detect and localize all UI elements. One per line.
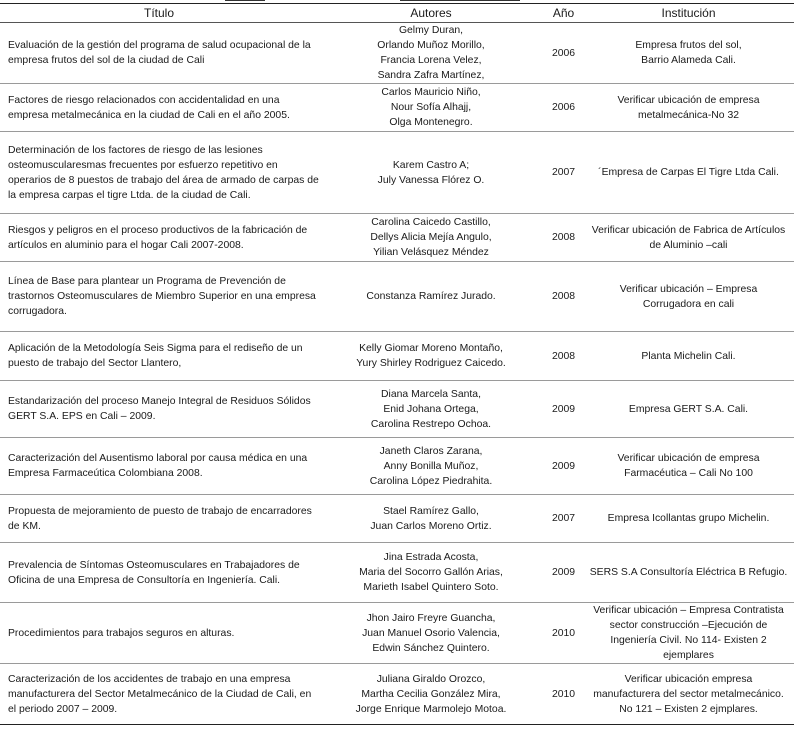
cell-institution-line: de Aluminio –cali — [649, 239, 728, 251]
cell-year-line: 2009 — [551, 460, 576, 472]
cell-authors-line: Carolina López Piedrahita. — [369, 475, 493, 487]
cell-institution-line: Verificar ubicación – Empresa Contratista — [593, 605, 784, 616]
cell-year — [544, 23, 583, 84]
cell-institution-line: Corrugadora en cali — [642, 298, 735, 310]
cell-year — [544, 543, 583, 603]
cell-institution-line: Verificar ubicación de Fabrica de Artículos — [591, 224, 786, 236]
cell-authors-line: Jhon Jairo Freyre Guancha, — [366, 612, 496, 624]
cell-title-line: Línea de Base para plantear un Programa de Prevención de — [8, 276, 286, 287]
cell-authors — [318, 132, 544, 214]
cell-authors — [318, 381, 544, 438]
table-row — [0, 23, 794, 84]
cell-title-line: Aplicación de la Metodología Seis Sigma para el rediseño de un — [8, 343, 303, 354]
cell-title-line: de KM. — [8, 520, 41, 532]
cell-institution — [583, 132, 794, 214]
cell-institution-line: ´Empresa de Carpas El Tigre Ltda Cali. — [598, 167, 779, 178]
cell-title — [0, 495, 318, 543]
cell-authors-line: Karem Castro A; — [392, 159, 470, 171]
cell-authors-line: Carolina Restrepo Ochoa. — [370, 418, 492, 430]
cell-institution — [583, 495, 794, 543]
cell-year-line: 2008 — [551, 291, 576, 302]
cell-year-line: 2007 — [551, 167, 576, 178]
cell-authors-line: Maria del Socorro Gallón Arias, — [359, 567, 503, 578]
cell-title-line: Oficina de una Empresa de Consultoría en Ingeniería. Cali. — [8, 574, 281, 586]
cell-year-line: 2006 — [551, 47, 576, 59]
cell-year-line: 2010 — [551, 688, 576, 700]
cell-institution — [583, 603, 794, 664]
cell-year-line: 2010 — [551, 627, 576, 639]
cell-institution-line: Verificar ubicación – Empresa — [619, 283, 758, 295]
cell-title-line: operarios de 8 puestos de trabajo del área de armado de carpas de — [8, 174, 319, 186]
cell-institution — [583, 84, 794, 132]
thesis-table — [0, 3, 794, 725]
header-title: Título — [0, 4, 318, 23]
cell-title — [0, 214, 318, 262]
cell-year — [544, 132, 583, 214]
table-header-row — [0, 4, 794, 23]
cell-institution-line: No 121 – Existen 2 ejmplares. — [619, 703, 758, 715]
cell-authors-line: Janeth Claros Zarana, — [379, 445, 483, 457]
cell-year — [544, 262, 583, 332]
cell-authors — [318, 332, 544, 381]
cell-title — [0, 603, 318, 664]
cell-title-line: Evaluación de la gestión del programa de salud ocupacional de la — [8, 40, 311, 51]
cell-year-line: 2008 — [551, 232, 576, 243]
cell-year-line: 2008 — [551, 350, 576, 362]
table-row — [0, 664, 794, 725]
cell-authors-line: Jina Estrada Acosta, — [383, 552, 479, 563]
cell-title — [0, 23, 318, 84]
table-row — [0, 132, 794, 214]
cell-year-line: 2007 — [551, 513, 576, 524]
cell-title-line: la empresa carpas el tigre Ltda. de la ciudad de Cali. — [8, 189, 251, 201]
cell-authors-line: Martha Cecilia González Mira, — [361, 688, 501, 700]
header-year: Año — [544, 4, 583, 23]
cell-authors-line: Enid Johana Ortega, — [383, 403, 479, 415]
cell-authors — [318, 23, 544, 84]
cell-title-line: GERT S.A. EPS en Cali – 2009. — [8, 411, 156, 422]
cell-institution-line: Verificar ubicación empresa — [624, 673, 753, 685]
cell-year — [544, 603, 583, 664]
cell-institution — [583, 214, 794, 262]
cell-institution-line: Ingeniería Civil. No 114- Existen 2 — [610, 635, 767, 646]
cell-authors-line: Carolina Caicedo Castillo, — [371, 217, 491, 228]
cell-institution-line: Empresa GERT S.A. Cali. — [628, 403, 749, 415]
cell-institution-line: Farmacéutica – Cali No 100 — [624, 468, 753, 479]
cell-title-line: Propuesta de mejoramiento de puesto de trabajo de encarradores — [8, 505, 312, 517]
cell-title-line: corrugadora. — [8, 306, 67, 317]
cell-authors-line: July Vanessa Flórez O. — [377, 174, 485, 186]
table-row — [0, 381, 794, 438]
cell-authors-line: Constanza Ramírez Jurado. — [366, 291, 496, 302]
cell-institution-line: Verificar ubicación de empresa — [617, 94, 760, 106]
header-authors: Autores — [318, 4, 544, 23]
table-row — [0, 438, 794, 495]
cell-authors-line: Francia Lorena Velez, — [380, 55, 482, 66]
cell-year — [544, 438, 583, 495]
cell-institution-line: SERS S.A Consultoría Eléctrica B Refugio. — [589, 567, 788, 578]
table-row — [0, 543, 794, 603]
cell-year — [544, 214, 583, 262]
table-row — [0, 262, 794, 332]
cell-year — [544, 381, 583, 438]
cell-authors-line: Nour Sofía Alhajj, — [390, 102, 472, 113]
cell-authors-line: Juliana Giraldo Orozco, — [376, 673, 486, 685]
table-row — [0, 603, 794, 664]
cell-institution-line: Verificar ubicación de empresa — [617, 453, 760, 464]
cell-title — [0, 664, 318, 725]
cell-institution-line: Empresa Icollantas grupo Michelin. — [607, 513, 770, 524]
cell-authors — [318, 84, 544, 132]
cell-institution-line: manufacturera del sector metalmecánico. — [593, 688, 784, 700]
cell-title-line: Estandarización del proceso Manejo Integral de Residuos Sólidos — [8, 396, 311, 407]
cell-title — [0, 438, 318, 495]
cell-title-line: Caracterización de los accidentes de trabajo en una empresa — [8, 673, 291, 685]
cell-year-line: 2009 — [551, 403, 576, 415]
cell-title-line: artículos en aluminio para el hogar Cali 2007-2008. — [8, 239, 244, 251]
cell-authors-line: Dellys Alicia Mejía Angulo, — [370, 232, 492, 243]
cell-institution — [583, 543, 794, 603]
cell-authors-line: Olga Montenegro. — [389, 117, 473, 128]
cell-institution — [583, 262, 794, 332]
cell-institution-line: Barrio Alameda Cali. — [641, 55, 736, 66]
cell-authors — [318, 438, 544, 495]
cell-institution — [583, 381, 794, 438]
cell-authors-line: Carlos Mauricio Niño, — [381, 87, 481, 98]
cell-authors-line: Juan Carlos Moreno Ortiz. — [370, 520, 492, 532]
cell-title-line: Caracterización del Ausentismo laboral por causa médica en una — [8, 453, 308, 464]
cell-title-line: puesto de trabajo del Sector Llantero, — [8, 358, 182, 369]
cell-title-line: empresa frutos del sol de la ciudad de Cali — [8, 55, 205, 66]
cell-authors — [318, 262, 544, 332]
cell-institution — [583, 438, 794, 495]
cell-authors — [318, 664, 544, 725]
cell-title-line: Procedimientos para trabajos seguros en alturas. — [8, 627, 235, 639]
cell-authors-line: Stael Ramírez Gallo, — [383, 505, 479, 517]
cell-institution-line: sector construcción –Ejecución de — [609, 620, 768, 631]
cell-authors-line: Juan Manuel Osorio Valencia, — [362, 627, 500, 639]
cell-institution-line: Planta Michelin Cali. — [641, 350, 736, 362]
cell-authors-line: Sandra Zafra Martínez, — [377, 70, 485, 81]
cell-authors — [318, 214, 544, 262]
cell-authors-line: Orlando Muñoz Morillo, — [377, 40, 485, 51]
cell-title-line: Empresa Farmaceútica Colombiana 2008. — [8, 468, 203, 479]
table-row — [0, 214, 794, 262]
cell-year-line: 2006 — [551, 102, 576, 113]
cell-authors-line: Yilian Velásquez Méndez — [373, 247, 489, 258]
cell-title-line: el periodo 2007 – 2009. — [8, 703, 118, 715]
cell-authors-line: Anny Bonilla Muñoz, — [383, 460, 479, 472]
cell-authors-line: Kelly Giomar Moreno Montaño, — [359, 343, 503, 354]
cell-authors — [318, 543, 544, 603]
cell-title-line: osteomuscularesmas frecuentes por esfuerzo repetitivo en — [8, 159, 278, 171]
cell-title-line: trastornos Osteomusculares de Miembro Superior en una empresa — [8, 291, 316, 302]
cell-authors-line: Marieth Isabel Quintero Soto. — [363, 582, 499, 593]
cell-authors-line: Jorge Enrique Marmolejo Motoa. — [355, 703, 507, 715]
cell-institution — [583, 664, 794, 725]
cell-title-line: Riesgos y peligros en el proceso productivos de la fabricación de — [8, 224, 308, 236]
cell-title — [0, 332, 318, 381]
table-row — [0, 495, 794, 543]
table-row — [0, 84, 794, 132]
cell-title-line: manufacturera del Sector Metalmecánico de la Ciudad de Cali, en — [8, 688, 312, 700]
cell-institution — [583, 332, 794, 381]
cell-authors-line: Edwin Sánchez Quintero. — [372, 642, 490, 654]
cell-authors — [318, 495, 544, 543]
table-row — [0, 332, 794, 381]
cell-authors — [318, 603, 544, 664]
cell-institution-line: ejemplares — [663, 650, 714, 661]
cell-title — [0, 543, 318, 603]
cell-title — [0, 84, 318, 132]
cell-authors-line: Diana Marcela Santa, — [381, 388, 481, 400]
cell-title — [0, 132, 318, 214]
cell-title — [0, 381, 318, 438]
cell-year — [544, 495, 583, 543]
cell-title-line: empresa metalmecánica en la ciudad de Cali en el año 2005. — [8, 109, 290, 121]
cell-institution-line: Empresa frutos del sol, — [635, 40, 742, 51]
cell-title-line: Prevalencia de Síntomas Osteomusculares en Trabajadores de — [8, 559, 300, 571]
cell-year — [544, 332, 583, 381]
cell-institution-line: metalmecánica-No 32 — [637, 109, 740, 121]
cell-institution — [583, 23, 794, 84]
header-institution: Institución — [583, 4, 794, 23]
cell-authors-line: Gelmy Duran, — [398, 25, 464, 36]
cell-title-line: Factores de riesgo relacionados con accidentalidad en una — [8, 94, 280, 106]
cell-authors-line: Yury Shirley Rodriguez Caicedo. — [356, 358, 506, 369]
cell-year — [544, 84, 583, 132]
cell-title-line: Determinación de los factores de riesgo de las lesiones — [8, 144, 263, 156]
cell-title — [0, 262, 318, 332]
cell-year-line: 2009 — [551, 567, 576, 578]
cell-year — [544, 664, 583, 725]
